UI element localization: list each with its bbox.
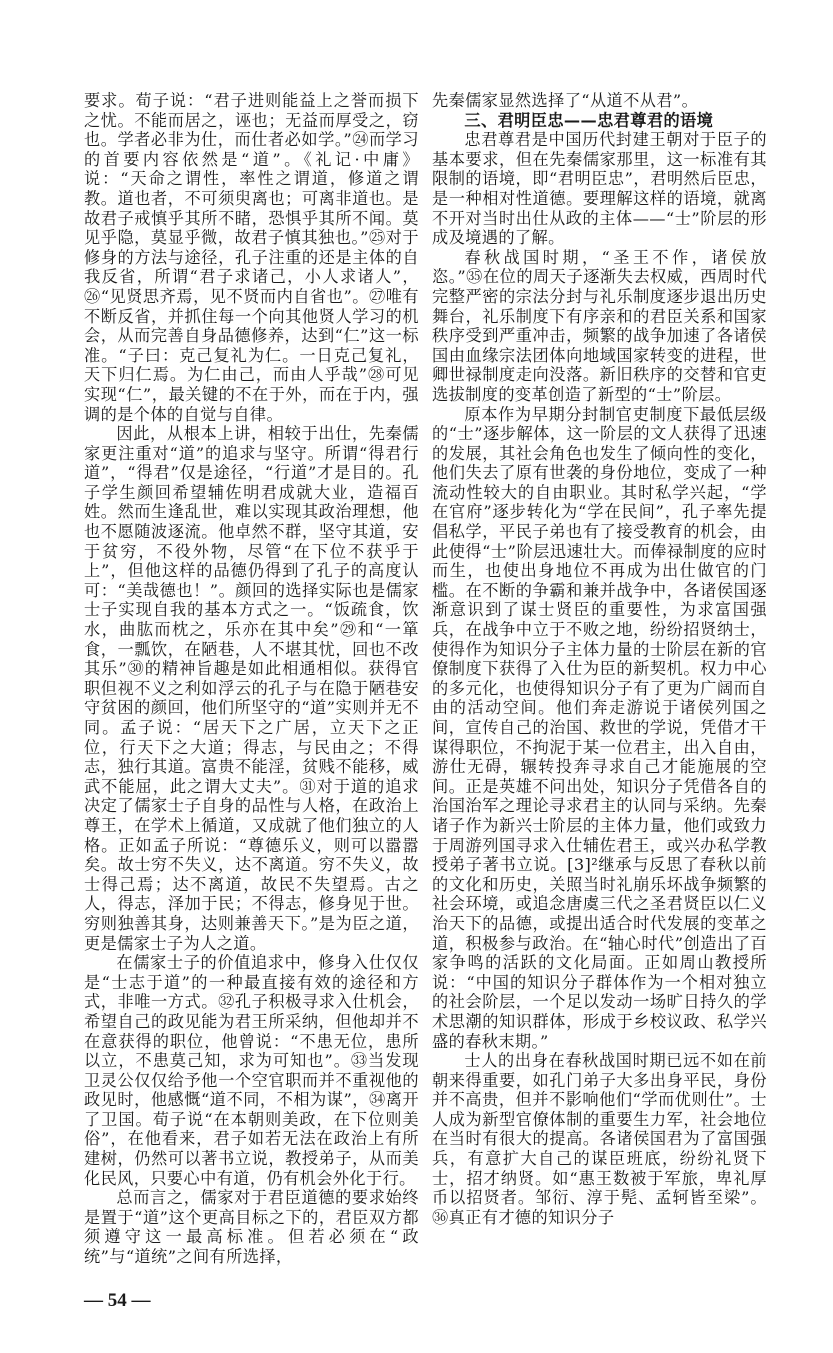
paragraph: 忠君尊君是中国历代封建王朝对于臣子的基本要求，但在先秦儒家那里，这一标准有其限制的语境，即“君明臣忠”，君明然后臣忠，是一种相对性道德。要理解这样的语境，就离不开对当时出仕从政的主体——“士”阶层的形成及境遇的了解。: [432, 130, 767, 248]
paragraph: 原本作为早期分封制官吏制度下最低层级的“士”逐步解体，这一阶层的文人获得了迅速的发展，其社会角色也发生了倾向性的变化，他们失去了原有世袭的身份地位，变成了一种流动性较大的自由职业。其时私学兴起，“学在官府”逐步转化为“学在民间”，孔子率先提倡私学，平民子弟也有了接受教育的机会，由此使得“士”阶层迅速壮大。而俸禄制度的应时而生，也使出身地位不再成为出仕做官的门槛。在不断的争霸和兼并战争中，各诸侯国逐渐意识到了谋士贤臣的重要性，为求富国强兵，在战争中立于不败之地，纷纷招贤纳士，使得作为知识分子主体力量的士阶层在新的官僚制度下获得了入仕为臣的新契机。权力中心的多元化，也使得知识分子有了更为广阔而自由的活动空间。他们奔走游说于诸侯列国之间，宣传自己的治国、救世的学说，凭借才干谋得职位，不拘泥于某一位君主，出入自由，游仕无碍，辗转投奔寻求自己才能施展的空间。正是英雄不问出处，知识分子凭借各自的治国治军之理论寻求君主的认同与采纳。先秦诸子作为新兴士阶层的主体力量，他们或致力于周游列国寻求入仕辅佐君王，或兴办私学教授弟子著书立说。[3]²继承与反思了春秋以前的文化和历史，关照当时礼崩乐坏战争频繁的社会环境，或追念唐虞三代之圣君贤臣以仁义治天下的品德，或提出适合时代发展的变革之道，积极参与政治。在“轴心时代”创造出了百家争鸣的活跃的文化局面。正如周山教授所说：“中国的知识分子群体作为一个相对独立的社会阶层，一个足以发动一场旷日持久的学术思潮的知识群体，形成于乡校议政、私学兴盛的春秋末期。”: [432, 404, 767, 1051]
paragraph: 总而言之，儒家对于君臣道德的要求始终是置于“道”这个更高目标之下的，君臣双方都须遵守这一最高标准。但若必须在“政统”与“道统”之间有所选择，: [84, 1188, 419, 1267]
paragraph: 要求。荀子说：“君子进则能益上之誉而损下之忧。不能而居之，诬也；无益而厚受之，窃也。学者必非为仕，而仕者必如学。”㉔而学习的首要内容依然是“道”。《礼记·中庸》说：“天命之谓性，率性之谓道，修道之谓教。道也者，不可须臾离也；可离非道也。是故君子戒慎乎其所不睹，恐惧乎其所不闻。莫见乎隐，莫显乎微，故君子慎其独也。”㉕对于修身的方法与途径，孔子注重的还是主体的自我反省，所谓“君子求诸己，小人求诸人”，㉖“见贤思齐焉，见不贤而内自省也”。㉗唯有不断反省，并抓住每一个向其他贤人学习的机会，从而完善自身品德修养，达到“仁”这一标准。“子曰：克己复礼为仁。一日克己复礼，天下归仁焉。为仁由己，而由人乎哉”㉘可见实现“仁”，最关键的不在于外，而在于内，强调的是个体的自觉与自律。: [84, 91, 419, 424]
section-heading: 三、君明臣忠——忠君尊君的语境: [464, 110, 714, 130]
paragraph: 因此，从根本上讲，相较于出仕，先秦儒家更注重对“道”的追求与坚守。所谓“得君行道”，“得君”仅是途径，“行道”才是目的。孔子学生颜回希望辅佐明君成就大业，造福百姓。然而生逢乱世，难以实现其政治理想，他也不愿随波逐流。他卓然不群，坚守其道，安于贫穷，不役外物，尽管“在下位不获乎于上”，但他这样的品德仍得到了孔子的高度认可：“美哉德也！”。颜回的选择实际也是儒家士子实现自我的基本方式之一。“饭疏食，饮水，曲肱而枕之，乐亦在其中矣”㉙和“一箪食，一瓢饮，在陋巷，人不堪其忧，回也不改其乐”㉚的精神旨趣是如此相通相似。获得官职但视不义之利如浮云的孔子与在隐于陋巷安守贫困的颜回，他们所坚守的“道”实则并无不同。孟子说：“居天下之广居，立天下之正位，行天下之大道；得志，与民由之；不得志，独行其道。富贵不能淫，贫贱不能移，威武不能屈，此之谓大丈夫”。㉛对于道的追求决定了儒家士子自身的品性与人格，在政治上尊王，在学术上循道，又成就了他们独立的人格。正如孟子所说：“尊德乐义，则可以嚣嚣矣。故士穷不失义，达不离道。穷不失义，故士得己焉；达不离道，故民不失望焉。古之人，得志，泽加于民；不得志，修身见于世。穷则独善其身，达则兼善天下。”是为臣之道，更是儒家士子为人之道。: [84, 424, 419, 953]
paragraph: 士人的出身在春秋战国时期已远不如在前朝来得重要，如孔门弟子大多出身平民，身份并不高贵，但并不影响他们“学而优则仕”。士人成为新型官僚体制的重要生力军，社会地位在当时有很大的提高。各诸侯国君为了富国强兵，有意扩大自己的谋臣班底，纷纷礼贤下士，招才纳贤。如“惠王数被于军旅，卑礼厚币以招贤者。邹衍、淳于髡、孟轲皆至梁”。㊱真正有才德的知识分子: [432, 1051, 767, 1227]
paragraph: 在儒家士子的价值追求中，修身入仕仅仅是“士志于道”的一种最直接有效的途径和方式，非唯一方式。㉜孔子积极寻求入仕机会，希望自己的政见能为君王所采纳，但他却并不在意获得的职位，他曾说：“不患无位，患所以立，不患莫己知，求为可知也”。㉝当发现卫灵公仅仅给予他一个空官职而并不重视他的政见时，他感慨“道不同，不相为谋”，㉞离开了卫国。荀子说“在本朝则美政，在下位则美俗”，在他看来，君子如若无法在政治上有所建树，仍然可以著书立说，教授弟子，从而美化民风，只要心中有道，仍有机会外化于行。: [84, 953, 419, 1188]
right-column: [432, 91, 767, 1227]
paragraph-continuation: 先秦儒家显然选择了“从道不从君”。: [432, 91, 699, 110]
page-number: — 54 —: [84, 1289, 151, 1311]
left-column: [84, 91, 419, 1313]
paragraph: 春秋战国时期，“圣王不作，诸侯放恣。”㉟在位的周天子逐渐失去权威，西周时代完整严密的宗法分封与礼乐制度逐步退出历史舞台，礼乐制度下有序亲和的君臣关系和国家秩序受到严重冲击，频繁的战争加速了各诸侯国由血缘宗法团体向地域国家转变的进程，世卿世禄制度走向没落。新旧秩序的交替和官吏选拔制度的变革创造了新型的“士”阶层。: [432, 247, 767, 404]
